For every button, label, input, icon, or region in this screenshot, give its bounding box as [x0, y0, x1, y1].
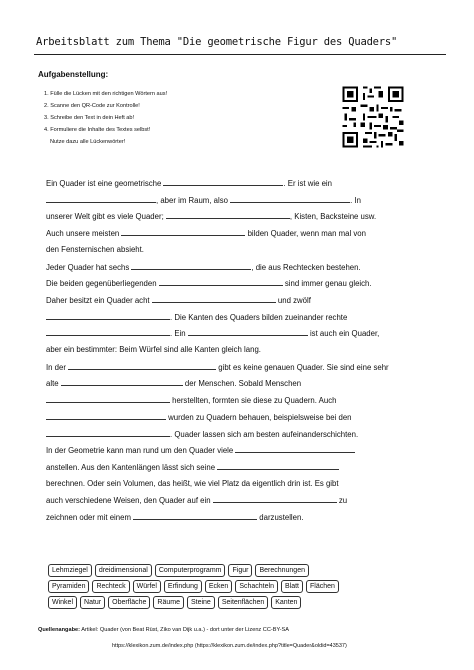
- text-line: [46, 195, 361, 209]
- gap-blank[interactable]: [152, 295, 276, 303]
- text-segment: und zwölf: [275, 295, 311, 305]
- text-line: [46, 378, 301, 392]
- text-segment: den Fensternischen absieht.: [46, 244, 144, 254]
- task-item: Nutze dazu alle Lückenwörter!: [50, 139, 126, 145]
- text-segment: Auch unsere meisten: [46, 229, 122, 239]
- task-list: [44, 88, 167, 148]
- text-segment: ist auch ein Quader,: [307, 329, 380, 339]
- gap-blank[interactable]: [68, 362, 216, 370]
- text-segment: Ein Quader ist eine geometrische: [46, 179, 164, 188]
- word-bank-row: [48, 596, 418, 609]
- text-segment: sind immer genau gleich.: [282, 279, 372, 289]
- text-segment: herstellten, formten sie diese zu Quadern. Auch: [170, 396, 337, 406]
- text-segment: In der Geometrie kann man rund um den Quader viele: [46, 446, 236, 456]
- gap-blank[interactable]: [46, 412, 166, 420]
- source-url[interactable]: https://klexikon.zum.de/index.php (https://klexikon.zum.de/index.php?title=Quader&oldid=43537): [112, 643, 347, 649]
- text-line: [46, 479, 339, 493]
- word-bank: [48, 564, 418, 612]
- text-line: [46, 178, 332, 192]
- task-heading: Aufgabenstellung:: [38, 70, 109, 79]
- gap-blank[interactable]: [46, 395, 170, 403]
- gap-blank[interactable]: [46, 312, 170, 320]
- word-bank-row: [48, 580, 418, 593]
- gap-blank[interactable]: [163, 178, 283, 186]
- text-line: [46, 412, 352, 426]
- word-chip: Flächen: [306, 580, 339, 593]
- word-chip: Rechteck: [92, 580, 129, 593]
- text-segment: , aber im Raum, also: [156, 195, 231, 205]
- gap-blank[interactable]: [46, 429, 170, 437]
- gap-blank[interactable]: [46, 328, 170, 336]
- gap-blank[interactable]: [235, 445, 355, 453]
- word-chip: Lehmziegel: [48, 564, 92, 577]
- text-line: [46, 445, 355, 459]
- text-segment: Die beiden gegenüberliegenden: [46, 279, 159, 289]
- word-chip: Räume: [153, 596, 184, 609]
- text-segment: darzustellen.: [257, 513, 304, 522]
- text-segment: , die aus Rechtecken bestehen.: [251, 262, 361, 272]
- text-segment: bilden Quader, wenn man mal von: [245, 229, 366, 239]
- text-line: [46, 495, 347, 509]
- word-chip: Pyramiden: [48, 580, 89, 593]
- word-chip: Steine: [187, 596, 215, 609]
- word-chip: Berechnungen: [255, 564, 309, 577]
- gap-blank[interactable]: [166, 211, 290, 219]
- text-segment: gibt es keine genauen Quader. Sie sind eine sehr: [216, 362, 389, 372]
- text-line: [46, 295, 311, 309]
- text-line: [46, 362, 389, 376]
- source-label: Quellenangabe:: [38, 627, 80, 633]
- word-chip: Ecken: [205, 580, 232, 593]
- source-text: Artikel: Quader (von Beat Rüst, Ziko van Dijk u.a.) - dort unter der Lizenz CC-BY-SA: [79, 627, 289, 633]
- text-line: [46, 211, 376, 225]
- text-line: [46, 512, 304, 526]
- text-segment: zu: [336, 496, 348, 506]
- gap-blank[interactable]: [159, 278, 283, 286]
- word-chip: Winkel: [48, 596, 77, 609]
- gap-blank[interactable]: [133, 512, 257, 520]
- gap-blank[interactable]: [217, 462, 339, 470]
- title-divider: [34, 54, 446, 55]
- text-segment: aber ein bestimmter: Beim Würfel sind alle Kanten gleich lang.: [46, 345, 261, 354]
- text-line: [46, 345, 261, 359]
- gap-blank[interactable]: [188, 328, 308, 336]
- gap-blank[interactable]: [46, 195, 156, 203]
- page-title: Arbeitsblatt zum Thema "Die geometrische Figur des Quaders": [36, 36, 398, 48]
- text-segment: . Quader lassen sich am besten aufeinanderschichten.: [170, 429, 359, 439]
- text-segment: . Die Kanten des Quaders bilden zueinander rechte: [170, 312, 348, 322]
- text-segment: Jeder Quader hat sechs: [46, 262, 132, 272]
- word-chip: Oberfläche: [108, 596, 150, 609]
- word-chip: Seitenflächen: [218, 596, 268, 609]
- text-segment: wurden zu Quadern behauen, beispielsweise bei den: [166, 412, 352, 422]
- gap-blank[interactable]: [213, 495, 337, 503]
- text-segment: . Er ist wie ein: [283, 179, 332, 188]
- text-line: [46, 328, 379, 342]
- text-segment: berechnen. Oder sein Volumen, das heißt, wie viel Platz da eigentlich drin ist. Es gibt: [46, 478, 339, 488]
- word-chip: dreidimensional: [95, 564, 152, 577]
- text-segment: Daher besitzt ein Quader acht: [46, 295, 152, 305]
- qr-code-icon: [340, 84, 406, 150]
- text-line: [46, 429, 358, 443]
- word-chip: Erfindung: [164, 580, 202, 593]
- word-chip: Blatt: [281, 580, 303, 593]
- word-chip: Figur: [228, 564, 252, 577]
- text-segment: unserer Welt gibt es viele Quader;: [46, 212, 166, 222]
- word-bank-row: [48, 564, 418, 577]
- text-segment: der Menschen. Sobald Menschen: [182, 379, 302, 389]
- text-line: [46, 462, 339, 476]
- gap-blank[interactable]: [230, 195, 350, 203]
- text-segment: In der: [46, 362, 69, 372]
- text-segment: alte: [46, 379, 61, 389]
- word-chip: Natur: [80, 596, 105, 609]
- gap-blank[interactable]: [121, 228, 245, 236]
- text-segment: . Ein: [170, 329, 188, 339]
- task-item: 2. Scanne den QR-Code zur Kontrolle!: [44, 103, 140, 109]
- task-item: 3. Schreibe den Text in dein Heft ab!: [44, 115, 135, 121]
- word-chip: Computerprogramm: [155, 564, 226, 577]
- text-line: [46, 278, 372, 292]
- text-line: [46, 312, 347, 326]
- text-segment: auch verschiedene Weisen, den Quader auf ein: [46, 496, 213, 506]
- gap-blank[interactable]: [61, 378, 183, 386]
- task-item: 1. Fülle die Lücken mit den richtigen Wörtern aus!: [44, 91, 168, 97]
- gap-blank[interactable]: [131, 262, 251, 270]
- text-line: [46, 262, 361, 276]
- text-line: [46, 228, 366, 242]
- text-segment: , Kisten, Backsteine usw.: [289, 212, 377, 222]
- task-item: 4. Formuliere die Inhalte des Textes selbst!: [44, 127, 151, 133]
- word-chip: Würfel: [133, 580, 161, 593]
- text-line: [46, 245, 144, 259]
- text-line: [46, 395, 336, 409]
- text-segment: zeichnen oder mit einem: [46, 513, 134, 522]
- word-chip: Schachteln: [235, 580, 278, 593]
- text-segment: . In: [350, 195, 361, 205]
- word-chip: Kanten: [271, 596, 301, 609]
- source-line: [38, 627, 448, 633]
- text-segment: anstellen. Aus den Kantenlängen lässt sich seine: [46, 462, 218, 472]
